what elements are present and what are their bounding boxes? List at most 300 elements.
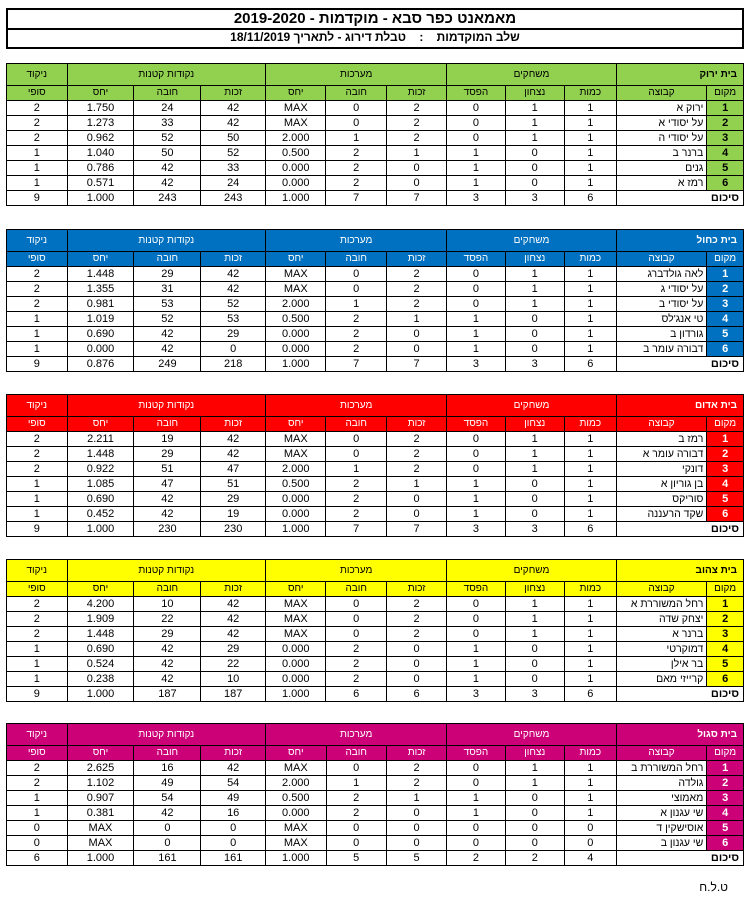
points-ratio-cell: 2.211 <box>67 432 134 447</box>
points-lost-cell: 42 <box>134 342 201 357</box>
games-loss-cell: 0 <box>447 761 505 776</box>
sets-lost-cell: 2 <box>326 176 386 191</box>
games-loss-cell: 1 <box>447 161 505 176</box>
sets-lost-cell: 1 <box>326 131 386 146</box>
games-count-cell: 1 <box>564 477 616 492</box>
games-win-cell: 1 <box>505 447 564 462</box>
table-row <box>7 297 744 312</box>
loss-header: הפסד <box>447 746 505 761</box>
score-header: ניקוד <box>7 64 68 86</box>
points-ratio-cell: 1.273 <box>67 116 134 131</box>
games-loss-cell: 0 <box>447 821 505 836</box>
subtitle-separator: : <box>419 30 424 44</box>
points-ratio-cell: 1.448 <box>67 627 134 642</box>
points-won-cell: 47 <box>201 462 266 477</box>
sets-ratio-cell: 0.500 <box>266 791 326 806</box>
sets-won-cell: 1 <box>386 312 446 327</box>
table-row <box>7 672 744 687</box>
points-lost-header: חובה <box>134 417 201 432</box>
games-loss-cell: 1 <box>447 492 505 507</box>
games-win-cell: 1 <box>505 761 564 776</box>
total-sets-ratio-cell: 1.000 <box>266 522 326 537</box>
points-ratio-cell: 1.085 <box>67 477 134 492</box>
table-row <box>7 507 744 522</box>
sets-won-cell: 0 <box>386 657 446 672</box>
total-points-lost-cell: 161 <box>134 851 201 866</box>
games-count-cell: 1 <box>564 462 616 477</box>
points-won-cell: 29 <box>201 642 266 657</box>
sets-ratio-cell: MAX <box>266 101 326 116</box>
rank-cell: 5 <box>707 161 744 176</box>
rank-cell: 3 <box>707 462 744 477</box>
games-count-cell: 1 <box>564 597 616 612</box>
team-cell: רחל המשוררת א <box>616 597 707 612</box>
final-score-cell: 1 <box>7 161 68 176</box>
rank-cell: 4 <box>707 312 744 327</box>
games-loss-cell: 1 <box>447 642 505 657</box>
points-won-cell: 0 <box>201 836 266 851</box>
score-header: ניקוד <box>7 560 68 582</box>
sets-won-header: זכות <box>386 252 446 267</box>
points-won-cell: 42 <box>201 116 266 131</box>
rank-cell: 1 <box>707 597 744 612</box>
total-games-loss-cell: 3 <box>447 687 505 702</box>
final-score-cell: 2 <box>7 282 68 297</box>
sets-lost-cell: 2 <box>326 492 386 507</box>
total-sets-lost-cell: 6 <box>326 687 386 702</box>
points-lost-cell: 50 <box>134 146 201 161</box>
table-row <box>7 146 744 161</box>
points-won-cell: 52 <box>201 146 266 161</box>
sets-ratio-cell: MAX <box>266 116 326 131</box>
games-loss-cell: 0 <box>447 267 505 282</box>
games-count-cell: 1 <box>564 447 616 462</box>
team-cell: על יסודי א <box>616 116 707 131</box>
total-games-win-cell: 3 <box>505 357 564 372</box>
games-count-cell: 1 <box>564 672 616 687</box>
games-count-cell: 1 <box>564 131 616 146</box>
sets-lost-cell: 1 <box>326 776 386 791</box>
sets-lost-cell: 2 <box>326 642 386 657</box>
games-win-cell: 0 <box>505 477 564 492</box>
points-lost-cell: 42 <box>134 642 201 657</box>
group-header-row <box>7 64 744 86</box>
sets-ratio-cell: MAX <box>266 267 326 282</box>
total-sets-won-cell: 7 <box>386 191 446 206</box>
points-ratio-cell: MAX <box>67 821 134 836</box>
sets-lost-cell: 0 <box>326 612 386 627</box>
rank-cell: 6 <box>707 342 744 357</box>
points-ratio-cell: 1.355 <box>67 282 134 297</box>
total-sets-won-cell: 7 <box>386 357 446 372</box>
games-win-cell: 0 <box>505 327 564 342</box>
sets-won-cell: 0 <box>386 176 446 191</box>
total-label: סיכום <box>616 522 743 537</box>
points-won-cell: 51 <box>201 477 266 492</box>
points-lost-cell: 42 <box>134 806 201 821</box>
games-win-cell: 1 <box>505 776 564 791</box>
score-header: ניקוד <box>7 724 68 746</box>
sets-won-cell: 0 <box>386 821 446 836</box>
sets-lost-header: חובה <box>326 582 386 597</box>
games-loss-cell: 0 <box>447 462 505 477</box>
team-cell: יצחק שדה <box>616 612 707 627</box>
final-score-cell: 2 <box>7 597 68 612</box>
points-lost-cell: 42 <box>134 327 201 342</box>
sets-won-cell: 2 <box>386 776 446 791</box>
sets-ratio-cell: MAX <box>266 821 326 836</box>
games-loss-cell: 1 <box>447 672 505 687</box>
rank-cell: 5 <box>707 821 744 836</box>
sets-ratio-cell: 2.000 <box>266 776 326 791</box>
games-count-cell: 1 <box>564 776 616 791</box>
points-lost-cell: 42 <box>134 492 201 507</box>
sets-lost-cell: 2 <box>326 477 386 492</box>
points-won-cell: 53 <box>201 312 266 327</box>
total-sets-won-cell: 5 <box>386 851 446 866</box>
team-header: קבוצה <box>616 746 707 761</box>
games-header: משחקים <box>447 395 616 417</box>
points-lost-header: חובה <box>134 746 201 761</box>
games-count-cell: 1 <box>564 342 616 357</box>
points-header: נקודות קטנות <box>67 64 266 86</box>
games-loss-cell: 0 <box>447 627 505 642</box>
games-win-cell: 0 <box>505 791 564 806</box>
sets-won-cell: 1 <box>386 146 446 161</box>
sets-ratio-cell: 0.000 <box>266 642 326 657</box>
sets-ratio-cell: 2.000 <box>266 297 326 312</box>
final-score-cell: 2 <box>7 627 68 642</box>
points-won-header: זכות <box>201 582 266 597</box>
points-lost-cell: 42 <box>134 176 201 191</box>
rank-header: מקום <box>707 746 744 761</box>
team-cell: רחל המשוררת ב <box>616 761 707 776</box>
points-ratio-cell: 0.981 <box>67 297 134 312</box>
final-header: סופי <box>7 86 68 101</box>
sets-won-cell: 2 <box>386 116 446 131</box>
games-count-cell: 1 <box>564 432 616 447</box>
group-table <box>6 394 744 537</box>
sets-lost-cell: 2 <box>326 342 386 357</box>
total-points-won-cell: 187 <box>201 687 266 702</box>
table-row <box>7 101 744 116</box>
games-count-cell: 1 <box>564 116 616 131</box>
count-header: כמות <box>564 746 616 761</box>
total-label: סיכום <box>616 687 743 702</box>
points-won-cell: 29 <box>201 492 266 507</box>
rank-cell: 4 <box>707 477 744 492</box>
points-ratio-cell: 0.690 <box>67 492 134 507</box>
points-ratio-header: יחס <box>67 417 134 432</box>
team-cell: דונקי <box>616 462 707 477</box>
games-loss-cell: 1 <box>447 477 505 492</box>
games-count-cell: 1 <box>564 282 616 297</box>
rank-cell: 3 <box>707 791 744 806</box>
team-cell: בן גוריון א <box>616 477 707 492</box>
games-win-cell: 0 <box>505 806 564 821</box>
games-header: משחקים <box>447 560 616 582</box>
points-lost-header: חובה <box>134 582 201 597</box>
total-final-score-cell: 9 <box>7 357 68 372</box>
points-lost-cell: 29 <box>134 447 201 462</box>
total-games-count-cell: 6 <box>564 191 616 206</box>
points-won-header: זכות <box>201 86 266 101</box>
points-lost-cell: 42 <box>134 507 201 522</box>
points-won-cell: 0 <box>201 821 266 836</box>
games-count-cell: 1 <box>564 791 616 806</box>
points-lost-cell: 47 <box>134 477 201 492</box>
total-points-won-cell: 230 <box>201 522 266 537</box>
team-cell: דבורה עומר ב <box>616 342 707 357</box>
points-ratio-cell: 2.625 <box>67 761 134 776</box>
subtitle-table-date: טבלת דירוג - לתאריך 18/11/2019 <box>230 30 406 44</box>
sets-ratio-cell: MAX <box>266 612 326 627</box>
sets-won-cell: 2 <box>386 761 446 776</box>
sets-ratio-cell: MAX <box>266 282 326 297</box>
points-ratio-cell: 1.448 <box>67 447 134 462</box>
total-row <box>7 191 744 206</box>
points-lost-cell: 42 <box>134 161 201 176</box>
games-loss-cell: 1 <box>447 806 505 821</box>
games-loss-cell: 0 <box>447 432 505 447</box>
final-score-cell: 2 <box>7 101 68 116</box>
games-count-cell: 1 <box>564 642 616 657</box>
sets-won-header: זכות <box>386 746 446 761</box>
team-cell: על יסודי ה <box>616 131 707 146</box>
table-row <box>7 492 744 507</box>
team-cell: שקד הרעננה <box>616 507 707 522</box>
final-score-cell: 1 <box>7 791 68 806</box>
points-ratio-cell: 0.238 <box>67 672 134 687</box>
points-won-cell: 42 <box>201 447 266 462</box>
points-won-cell: 42 <box>201 597 266 612</box>
total-row <box>7 851 744 866</box>
games-win-cell: 0 <box>505 342 564 357</box>
points-ratio-cell: MAX <box>67 836 134 851</box>
team-cell: ברנר ב <box>616 146 707 161</box>
final-score-cell: 0 <box>7 836 68 851</box>
total-points-ratio-cell: 0.876 <box>67 357 134 372</box>
final-score-cell: 1 <box>7 642 68 657</box>
games-win-cell: 0 <box>505 821 564 836</box>
team-cell: גורדון ב <box>616 327 707 342</box>
group-subheader-row <box>7 746 744 761</box>
points-won-cell: 0 <box>201 342 266 357</box>
points-won-cell: 42 <box>201 267 266 282</box>
team-header: קבוצה <box>616 86 707 101</box>
games-win-cell: 1 <box>505 297 564 312</box>
total-points-ratio-cell: 1.000 <box>67 851 134 866</box>
points-ratio-header: יחס <box>67 582 134 597</box>
points-won-header: זכות <box>201 417 266 432</box>
rank-header: מקום <box>707 582 744 597</box>
group-name: בית כחול <box>616 230 743 252</box>
games-count-cell: 1 <box>564 761 616 776</box>
sets-lost-header: חובה <box>326 746 386 761</box>
games-count-cell: 1 <box>564 101 616 116</box>
sets-lost-cell: 0 <box>326 447 386 462</box>
final-score-cell: 2 <box>7 131 68 146</box>
games-count-cell: 1 <box>564 612 616 627</box>
count-header: כמות <box>564 417 616 432</box>
final-score-cell: 1 <box>7 176 68 191</box>
sets-lost-cell: 2 <box>326 507 386 522</box>
sets-won-cell: 0 <box>386 161 446 176</box>
sets-ratio-header: יחס <box>266 86 326 101</box>
points-won-cell: 42 <box>201 761 266 776</box>
points-ratio-cell: 4.200 <box>67 597 134 612</box>
table-row <box>7 612 744 627</box>
sets-header: מערכות <box>266 560 447 582</box>
total-points-lost-cell: 243 <box>134 191 201 206</box>
games-count-cell: 0 <box>564 836 616 851</box>
table-row <box>7 791 744 806</box>
games-loss-cell: 1 <box>447 507 505 522</box>
points-header: נקודות קטנות <box>67 230 266 252</box>
points-ratio-cell: 1.448 <box>67 267 134 282</box>
points-lost-cell: 42 <box>134 657 201 672</box>
sets-won-cell: 0 <box>386 806 446 821</box>
sets-ratio-cell: MAX <box>266 627 326 642</box>
rank-cell: 3 <box>707 297 744 312</box>
table-row <box>7 642 744 657</box>
points-lost-cell: 53 <box>134 297 201 312</box>
games-count-cell: 1 <box>564 492 616 507</box>
sets-lost-cell: 2 <box>326 327 386 342</box>
table-row <box>7 477 744 492</box>
total-points-lost-cell: 230 <box>134 522 201 537</box>
sets-ratio-cell: MAX <box>266 761 326 776</box>
points-lost-cell: 52 <box>134 312 201 327</box>
total-points-ratio-cell: 1.000 <box>67 191 134 206</box>
points-ratio-cell: 0.922 <box>67 462 134 477</box>
games-count-cell: 1 <box>564 657 616 672</box>
sets-won-cell: 2 <box>386 101 446 116</box>
points-ratio-cell: 0.690 <box>67 327 134 342</box>
final-score-cell: 1 <box>7 146 68 161</box>
sets-lost-header: חובה <box>326 252 386 267</box>
table-row <box>7 776 744 791</box>
points-won-cell: 10 <box>201 672 266 687</box>
rank-cell: 5 <box>707 492 744 507</box>
sets-won-cell: 0 <box>386 836 446 851</box>
score-header: ניקוד <box>7 395 68 417</box>
footer-note: ט.ל.ח <box>699 880 728 894</box>
team-cell: על יסודי ב <box>616 297 707 312</box>
win-header: נצחון <box>505 417 564 432</box>
sets-won-cell: 1 <box>386 791 446 806</box>
sets-won-cell: 2 <box>386 462 446 477</box>
total-sets-ratio-cell: 1.000 <box>266 851 326 866</box>
sets-ratio-cell: MAX <box>266 432 326 447</box>
table-row <box>7 597 744 612</box>
points-lost-header: חובה <box>134 252 201 267</box>
subtitle-stage: שלב המוקדמות <box>436 30 520 44</box>
games-count-cell: 1 <box>564 297 616 312</box>
games-loss-cell: 0 <box>447 116 505 131</box>
points-lost-cell: 33 <box>134 116 201 131</box>
total-games-loss-cell: 3 <box>447 357 505 372</box>
rank-cell: 5 <box>707 327 744 342</box>
final-score-cell: 2 <box>7 776 68 791</box>
total-points-won-cell: 161 <box>201 851 266 866</box>
final-score-cell: 2 <box>7 447 68 462</box>
rank-cell: 2 <box>707 612 744 627</box>
team-cell: רמז א <box>616 176 707 191</box>
team-cell: ירוק א <box>616 101 707 116</box>
group-header-row <box>7 560 744 582</box>
sets-won-cell: 2 <box>386 597 446 612</box>
page-subtitle <box>6 30 744 49</box>
table-row <box>7 462 744 477</box>
table-row <box>7 282 744 297</box>
sets-ratio-cell: 0.000 <box>266 507 326 522</box>
count-header: כמות <box>564 582 616 597</box>
games-win-cell: 1 <box>505 612 564 627</box>
sets-ratio-header: יחס <box>266 746 326 761</box>
sets-ratio-cell: MAX <box>266 836 326 851</box>
sets-ratio-cell: MAX <box>266 447 326 462</box>
games-loss-cell: 1 <box>447 791 505 806</box>
games-win-cell: 0 <box>505 642 564 657</box>
points-lost-header: חובה <box>134 86 201 101</box>
final-score-cell: 1 <box>7 672 68 687</box>
win-header: נצחון <box>505 746 564 761</box>
points-ratio-cell: 0.786 <box>67 161 134 176</box>
total-sets-ratio-cell: 1.000 <box>266 191 326 206</box>
points-ratio-cell: 1.750 <box>67 101 134 116</box>
sets-lost-cell: 1 <box>326 462 386 477</box>
final-score-cell: 1 <box>7 327 68 342</box>
points-lost-cell: 49 <box>134 776 201 791</box>
sets-ratio-cell: 0.500 <box>266 477 326 492</box>
sets-ratio-cell: 0.000 <box>266 176 326 191</box>
final-score-cell: 1 <box>7 312 68 327</box>
table-row <box>7 836 744 851</box>
games-win-cell: 0 <box>505 146 564 161</box>
total-final-score-cell: 6 <box>7 851 68 866</box>
games-count-cell: 1 <box>564 806 616 821</box>
sets-ratio-cell: 0.000 <box>266 342 326 357</box>
rank-cell: 4 <box>707 806 744 821</box>
table-row <box>7 657 744 672</box>
rank-cell: 3 <box>707 627 744 642</box>
games-header: משחקים <box>447 64 616 86</box>
games-count-cell: 1 <box>564 176 616 191</box>
games-loss-cell: 1 <box>447 342 505 357</box>
team-cell: לאה גולדברג <box>616 267 707 282</box>
games-win-cell: 1 <box>505 101 564 116</box>
points-lost-cell: 29 <box>134 267 201 282</box>
sets-header: מערכות <box>266 395 447 417</box>
games-count-cell: 1 <box>564 327 616 342</box>
team-header: קבוצה <box>616 252 707 267</box>
games-loss-cell: 0 <box>447 297 505 312</box>
sets-ratio-cell: 0.500 <box>266 312 326 327</box>
count-header: כמות <box>564 252 616 267</box>
rank-cell: 5 <box>707 657 744 672</box>
rank-cell: 6 <box>707 836 744 851</box>
sets-header: מערכות <box>266 230 447 252</box>
team-cell: דבורה עומר א <box>616 447 707 462</box>
final-score-cell: 0 <box>7 821 68 836</box>
points-won-cell: 24 <box>201 176 266 191</box>
final-score-cell: 1 <box>7 806 68 821</box>
total-points-won-cell: 218 <box>201 357 266 372</box>
rank-cell: 2 <box>707 282 744 297</box>
sets-won-cell: 1 <box>386 477 446 492</box>
rank-header: מקום <box>707 417 744 432</box>
